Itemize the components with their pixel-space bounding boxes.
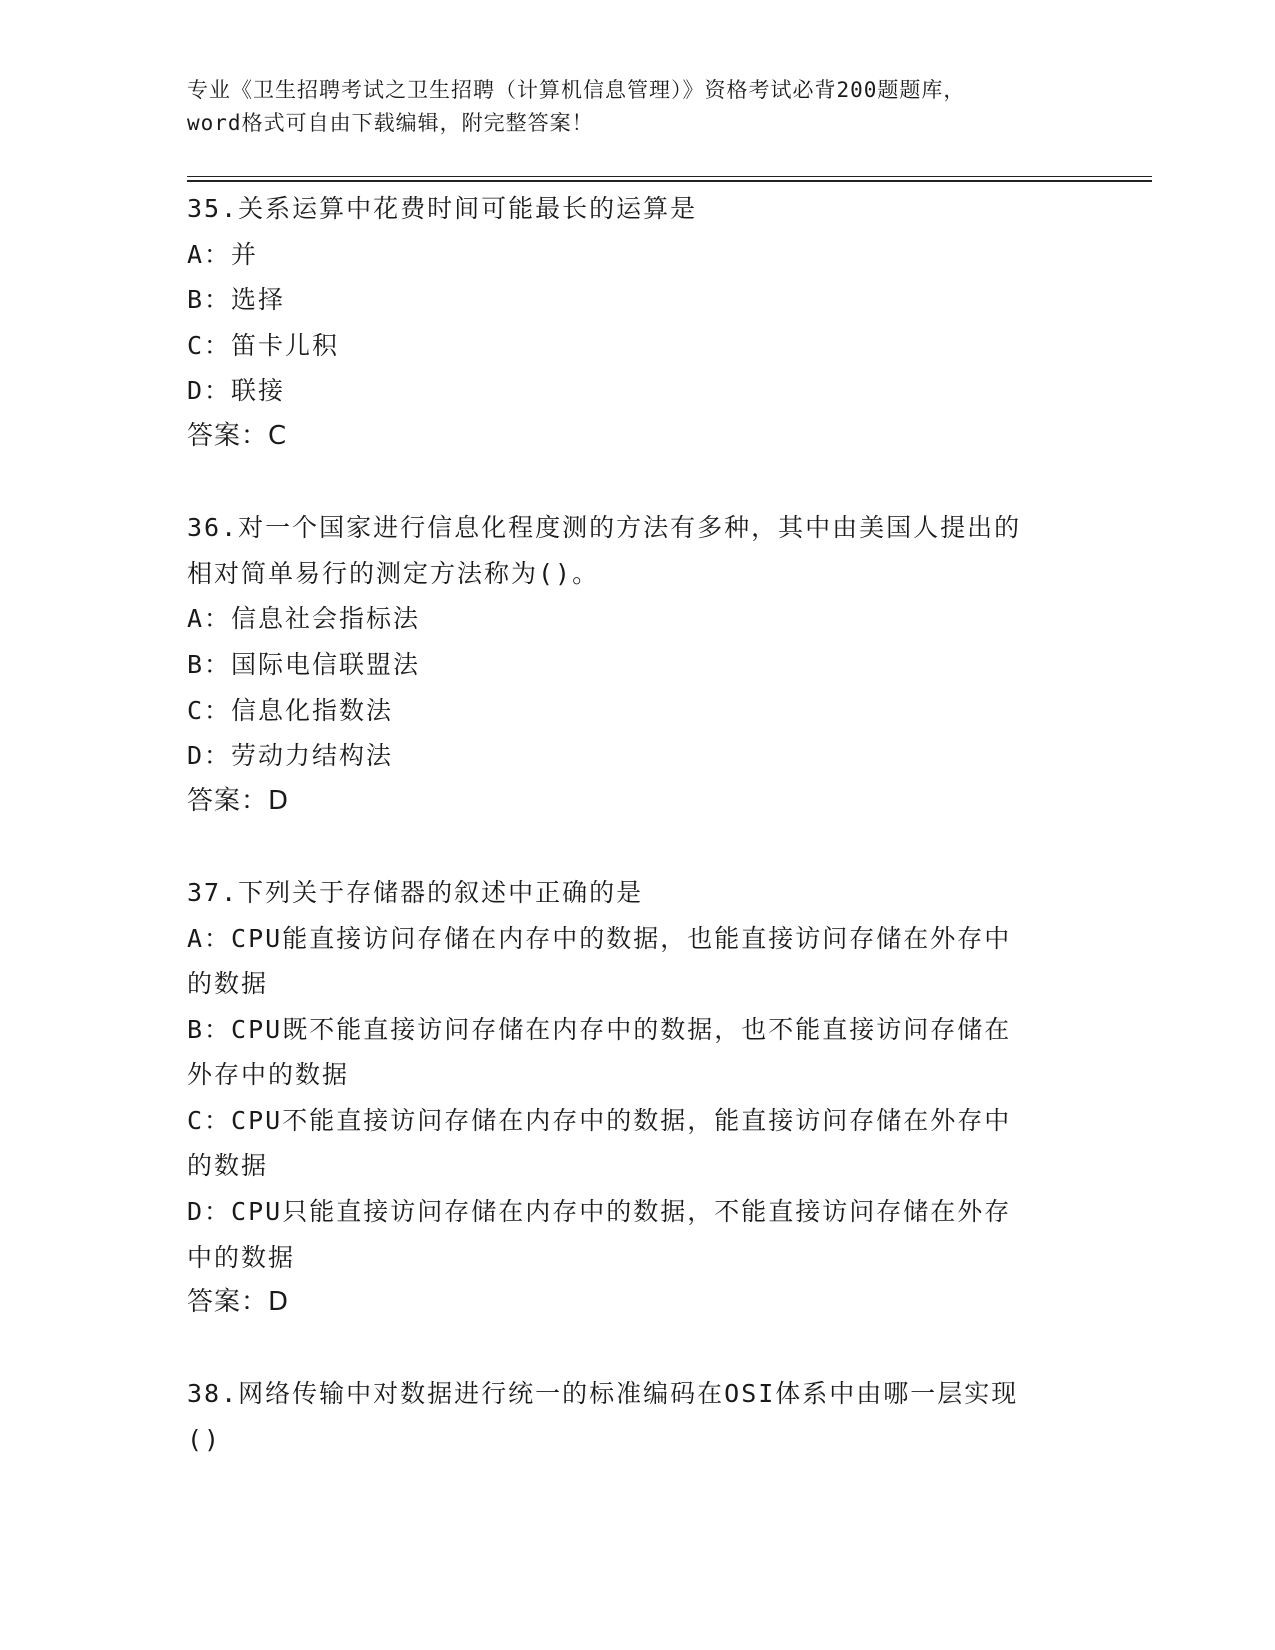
option-a-continued: 的数据 [187,969,269,999]
option-b: B：选择 [187,285,286,315]
header-line: 专业《卫生招聘考试之卫生招聘（计算机信息管理）》资格考试必背200题题库， [187,78,966,102]
question-stem-continued: 相对简单易行的测定方法称为()。 [187,558,600,588]
question-38 [187,1371,1087,1462]
option-c: C：笛卡儿积 [187,330,340,360]
option-a: A：并 [187,239,259,269]
question-stem: 38.网络传输中对数据进行统一的标准编码在OSI体系中由哪一层实现 [187,1379,1019,1409]
question-36 [187,505,1087,824]
option-a: A：CPU能直接访问存储在内存中的数据，也能直接访问存储在外存中 [187,923,1012,953]
option-c: C：CPU不能直接访问存储在内存中的数据，能直接访问存储在外存中 [187,1105,1012,1135]
option-b-continued: 外存中的数据 [187,1060,350,1090]
option-b: B：国际电信联盟法 [187,649,421,679]
answer-label: 答案：D [187,785,290,816]
question-stem: 36.对一个国家进行信息化程度测的方法有多种，其中由美国人提出的 [187,513,1022,543]
question-stem: 37.下列关于存储器的叙述中正确的是 [187,877,644,907]
answer-label: 答案：C [187,420,288,451]
question-37 [187,870,1087,1326]
option-d: D：联接 [187,376,286,406]
option-c: C：信息化指数法 [187,695,394,725]
question-35 [187,186,1087,460]
option-d-continued: 中的数据 [187,1242,296,1272]
question-stem: 35.关系运算中花费时间可能最长的运算是 [187,194,698,223]
question-stem-continued: () [187,1425,222,1455]
option-c-continued: 的数据 [187,1151,269,1181]
answer-label: 答案：D [187,1287,290,1318]
option-a: A：信息社会指标法 [187,604,421,634]
header-line: word格式可自由下载编辑，附完整答案！ [187,111,594,135]
header-divider [187,176,1152,182]
option-d: D：CPU只能直接访问存储在内存中的数据，不能直接访问存储在外存 [187,1197,1012,1227]
question-list [187,186,1087,1508]
document-header [187,74,1087,140]
option-d: D：劳动力结构法 [187,741,394,771]
option-b: B：CPU既不能直接访问存储在内存中的数据，也不能直接访问存储在 [187,1014,1012,1044]
